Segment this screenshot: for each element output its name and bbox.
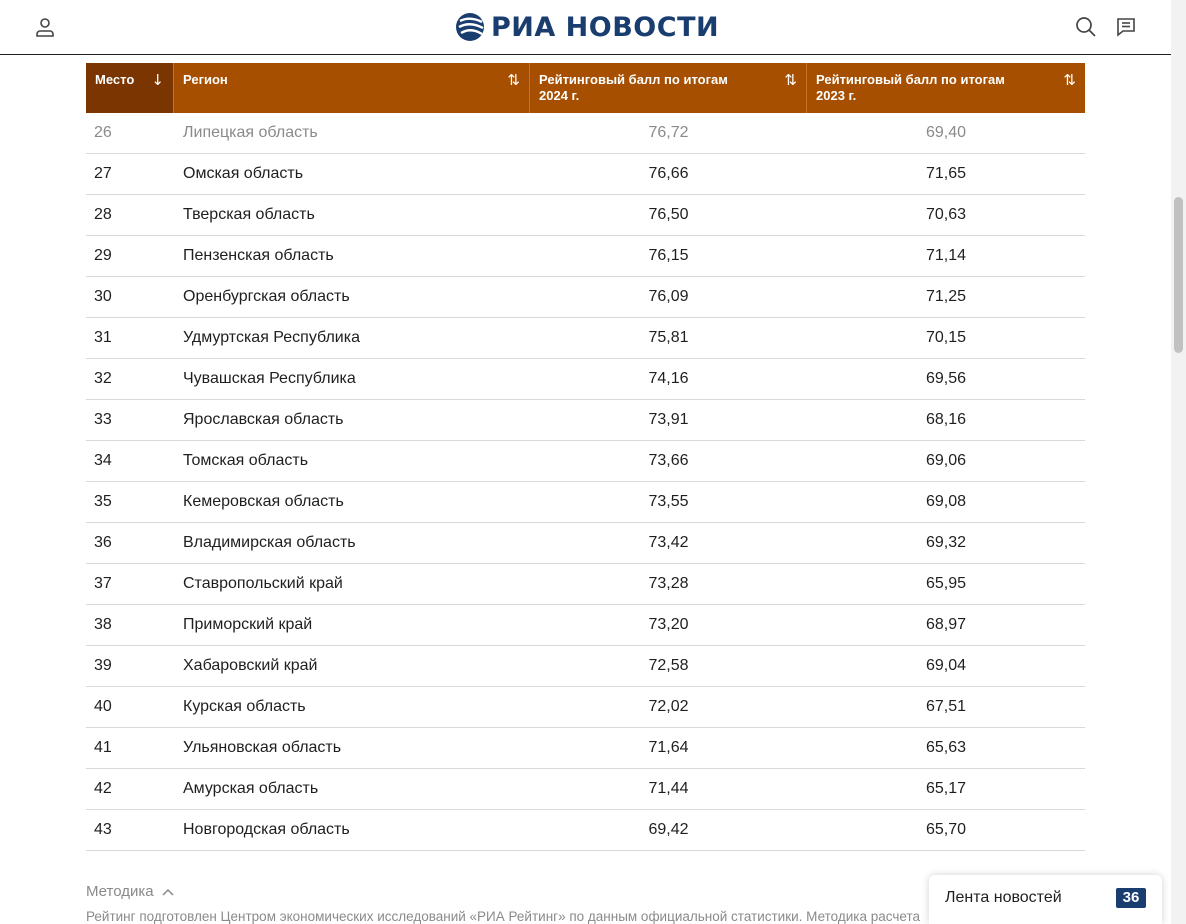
methodology-label: Методика: [86, 883, 154, 900]
score-2024-cell: 76,72: [648, 124, 689, 141]
score-2023-cell: 68,97: [925, 616, 967, 633]
score-2023-cell: 68,16: [925, 411, 967, 428]
region-cell: Кемеровская область: [183, 493, 344, 510]
ria-globe-icon: [455, 12, 485, 42]
table-row: [86, 113, 1085, 154]
score-2023-cell: 69,04: [925, 657, 967, 674]
score-2024-cell: 73,20: [648, 616, 689, 633]
rank-cell: 32: [94, 370, 112, 387]
region-cell: Оренбургская область: [183, 288, 350, 305]
rating-table: [86, 63, 1085, 870]
score-2023-cell: 71,25: [925, 288, 967, 305]
region-cell: Амурская область: [183, 780, 319, 797]
table-row: [86, 482, 1085, 523]
score-2023-cell: 65,70: [925, 821, 967, 838]
logo-text: РИА НОВОСТИ: [491, 11, 720, 43]
page-scrollbar[interactable]: [1171, 0, 1186, 924]
rank-cell: 30: [94, 288, 112, 305]
score-2023-cell: 65,63: [925, 739, 967, 756]
score-2023-cell: 69,32: [925, 534, 967, 551]
column-header-label: Регион: [183, 72, 228, 87]
table-row: [86, 605, 1085, 646]
score-2024-cell: 69,42: [648, 821, 689, 838]
sort-toggle-icon[interactable]: ⇅: [507, 71, 520, 89]
ria-logo[interactable]: [455, 10, 719, 44]
score-2023-cell: 67,51: [925, 698, 967, 715]
column-header-score-2023[interactable]: [807, 63, 1085, 113]
score-2023-cell: 69,56: [925, 370, 967, 387]
sort-toggle-icon[interactable]: ⇅: [1063, 71, 1076, 89]
rank-cell: 27: [94, 165, 112, 182]
region-cell: Ставропольский край: [183, 575, 343, 592]
site-header: [0, 0, 1171, 55]
table-row: [86, 687, 1085, 728]
rank-cell: 29: [94, 247, 112, 264]
region-cell: Приморский край: [183, 616, 313, 633]
table-row: [86, 359, 1085, 400]
user-icon[interactable]: [33, 15, 57, 39]
rank-cell: 36: [94, 534, 112, 551]
sort-down-icon[interactable]: ↓: [151, 71, 164, 89]
rank-cell: 26: [94, 124, 112, 141]
table-row: [86, 318, 1085, 359]
region-cell: Ярославская область: [183, 411, 344, 428]
page-scrollbar-thumb[interactable]: [1174, 197, 1183, 353]
sort-toggle-icon[interactable]: ⇅: [784, 71, 797, 89]
score-2024-cell: 73,42: [648, 534, 689, 551]
region-cell: Тверская область: [183, 206, 315, 223]
score-2024-cell: 71,64: [648, 739, 689, 756]
search-icon[interactable]: [1074, 15, 1098, 39]
table-body: [86, 113, 1085, 851]
score-2024-cell: 76,09: [648, 288, 689, 305]
table-row: [86, 646, 1085, 687]
score-2023-cell: 71,65: [925, 165, 967, 182]
region-cell: Новгородская область: [183, 821, 350, 838]
score-2024-cell: 72,02: [648, 698, 689, 715]
table-row: [86, 564, 1085, 605]
methodology-toggle[interactable]: [86, 883, 174, 900]
score-2023-cell: 69,08: [925, 493, 967, 510]
region-cell: Томская область: [183, 452, 309, 469]
score-2024-cell: 71,44: [648, 780, 689, 797]
region-cell: Хабаровский край: [183, 657, 318, 674]
rank-cell: 35: [94, 493, 112, 510]
region-cell: Чувашская Республика: [183, 370, 356, 387]
rank-cell: 34: [94, 452, 112, 469]
region-cell: Липецкая область: [183, 124, 318, 141]
table-row: [86, 523, 1085, 564]
rank-cell: 38: [94, 616, 112, 633]
score-2024-cell: 73,91: [648, 411, 689, 428]
rank-cell: 43: [94, 821, 112, 838]
chevron-up-icon: [162, 888, 174, 896]
table-row: [86, 769, 1085, 810]
column-header-label: Рейтинговый балл по итогам 2024 г.: [539, 72, 728, 103]
score-2024-cell: 76,66: [648, 165, 689, 182]
table-row: [86, 195, 1085, 236]
score-2023-cell: 69,40: [925, 124, 967, 141]
score-2024-cell: 73,66: [648, 452, 689, 469]
rank-cell: 28: [94, 206, 112, 223]
rank-cell: 33: [94, 411, 112, 428]
rank-cell: 39: [94, 657, 112, 674]
score-2023-cell: 69,06: [925, 452, 967, 469]
region-cell: Омская область: [183, 165, 304, 182]
score-2023-cell: 71,14: [925, 247, 967, 264]
table-row: [86, 810, 1085, 851]
score-2024-cell: 73,55: [648, 493, 689, 510]
table-row: [86, 154, 1085, 195]
score-2023-cell: 65,95: [925, 575, 967, 592]
region-cell: Удмуртская Республика: [183, 329, 360, 346]
score-2024-cell: 73,28: [648, 575, 689, 592]
methodology-text: Рейтинг подготовлен Центром экономических исследований «РИА Рейтинг» по данным официальной статистики. Методика расчета: [86, 909, 921, 924]
score-2024-cell: 72,58: [648, 657, 689, 674]
score-2024-cell: 76,50: [648, 206, 689, 223]
news-feed-widget[interactable]: [929, 875, 1162, 924]
rank-cell: 37: [94, 575, 112, 592]
region-cell: Владимирская область: [183, 534, 356, 551]
rank-cell: 42: [94, 780, 112, 797]
region-cell: Ульяновская область: [183, 739, 342, 756]
table-row: [86, 400, 1085, 441]
region-cell: Курская область: [183, 698, 306, 715]
rank-cell: 41: [94, 739, 112, 756]
score-2024-cell: 75,81: [648, 329, 689, 346]
table-header: [86, 63, 1085, 113]
column-header-region[interactable]: [174, 63, 530, 113]
score-2023-cell: 65,17: [925, 780, 967, 797]
column-header-label: Рейтинговый балл по итогам 2023 г.: [816, 72, 1005, 103]
score-2023-cell: 70,15: [925, 329, 967, 346]
table-row: [86, 441, 1085, 482]
chat-icon[interactable]: [1114, 15, 1138, 39]
rank-cell: 31: [94, 329, 112, 346]
table-row: [86, 236, 1085, 277]
table-row: [86, 728, 1085, 769]
table-row: [86, 277, 1085, 318]
score-2023-cell: 70,63: [925, 206, 967, 223]
rank-cell: 40: [94, 698, 112, 715]
region-cell: Пензенская область: [183, 247, 334, 264]
score-2024-cell: 76,15: [648, 247, 689, 264]
column-header-score-2024[interactable]: [530, 63, 807, 113]
news-feed-label: Лента новостей: [945, 889, 1062, 906]
column-header-label: Место: [95, 72, 135, 87]
score-2024-cell: 74,16: [648, 370, 689, 387]
column-header-rank[interactable]: [86, 63, 174, 113]
news-count-badge: 36: [1116, 888, 1146, 908]
